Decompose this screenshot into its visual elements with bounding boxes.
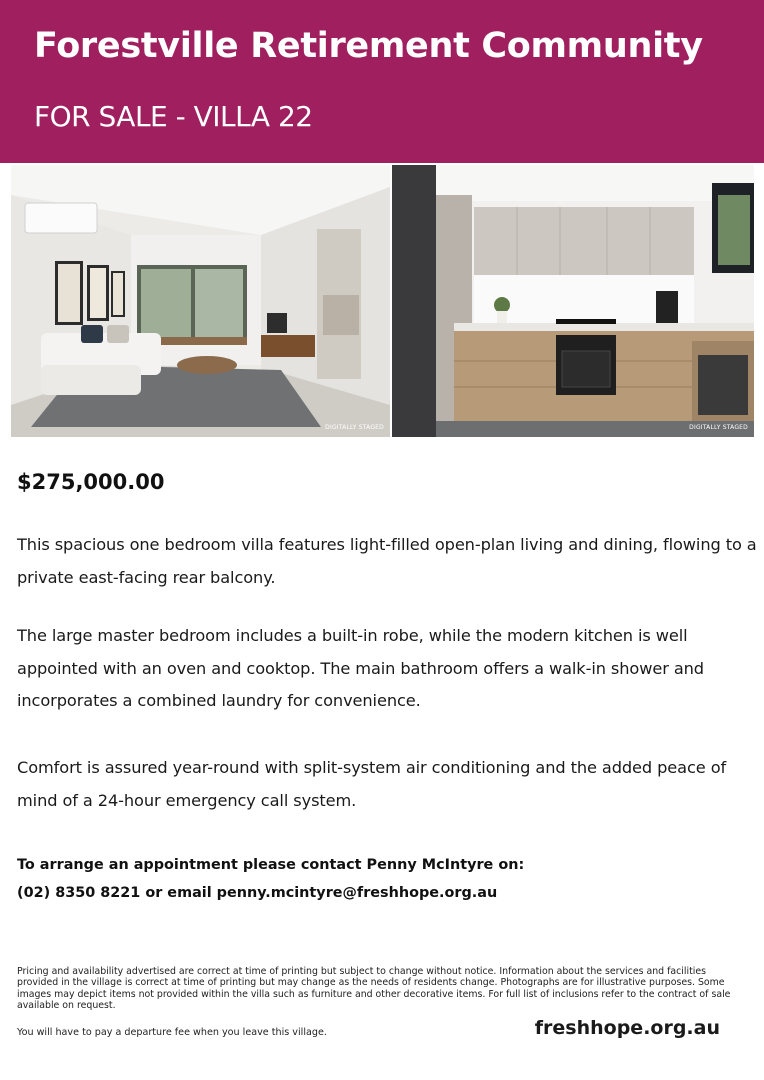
description-paragraph: This spacious one bedroom villa features light-filled open-plan living and dining, flowing to a private east-facing rear balcony. (17, 535, 757, 587)
departure-fee-note: You will have to pay a departure fee when you leave this village. (17, 1027, 327, 1038)
description-paragraph: Comfort is assured year-round with split-system air conditioning and the added peace of mind of a 24-hour emergency call system. (17, 758, 727, 810)
header-banner (0, 0, 764, 163)
website-link[interactable]: freshhope.org.au (534, 1017, 720, 1039)
digitally-staged-label: DIGITALLY STAGED (689, 424, 748, 431)
living-room-photo (11, 165, 390, 437)
kitchen-photo (392, 165, 754, 437)
contact-details[interactable]: (02) 8350 8221 or email penny.mcintyre@freshhope.org.au (17, 885, 498, 901)
contact-block (17, 851, 524, 907)
disclaimer-text: Pricing and availability advertised are correct at time of printing but subject to change without notice. Information about the services and facilities provided in the village is correct at time of printing but may change as the needs of residents change. Photographs are for illustrative purposes. Some images may depict items not provided within the villa such as furniture and other decorative items. For full list of inclusions refer to the contract of sale available on request. (17, 966, 731, 1011)
page-title: Forestville Retirement Community (34, 26, 703, 66)
listing-subtitle: FOR SALE - VILLA 22 (34, 100, 313, 133)
digitally-staged-label: DIGITALLY STAGED (325, 424, 384, 431)
description-paragraph: The large master bedroom includes a built-in robe, while the modern kitchen is well appointed with an oven and cooktop. The main bathroom offers a walk-in shower and incorporates a combined laundry for convenience. (17, 626, 704, 710)
listing-price: $275,000.00 (17, 470, 165, 494)
contact-intro: To arrange an appointment please contact Penny McIntyre on: (17, 857, 525, 873)
